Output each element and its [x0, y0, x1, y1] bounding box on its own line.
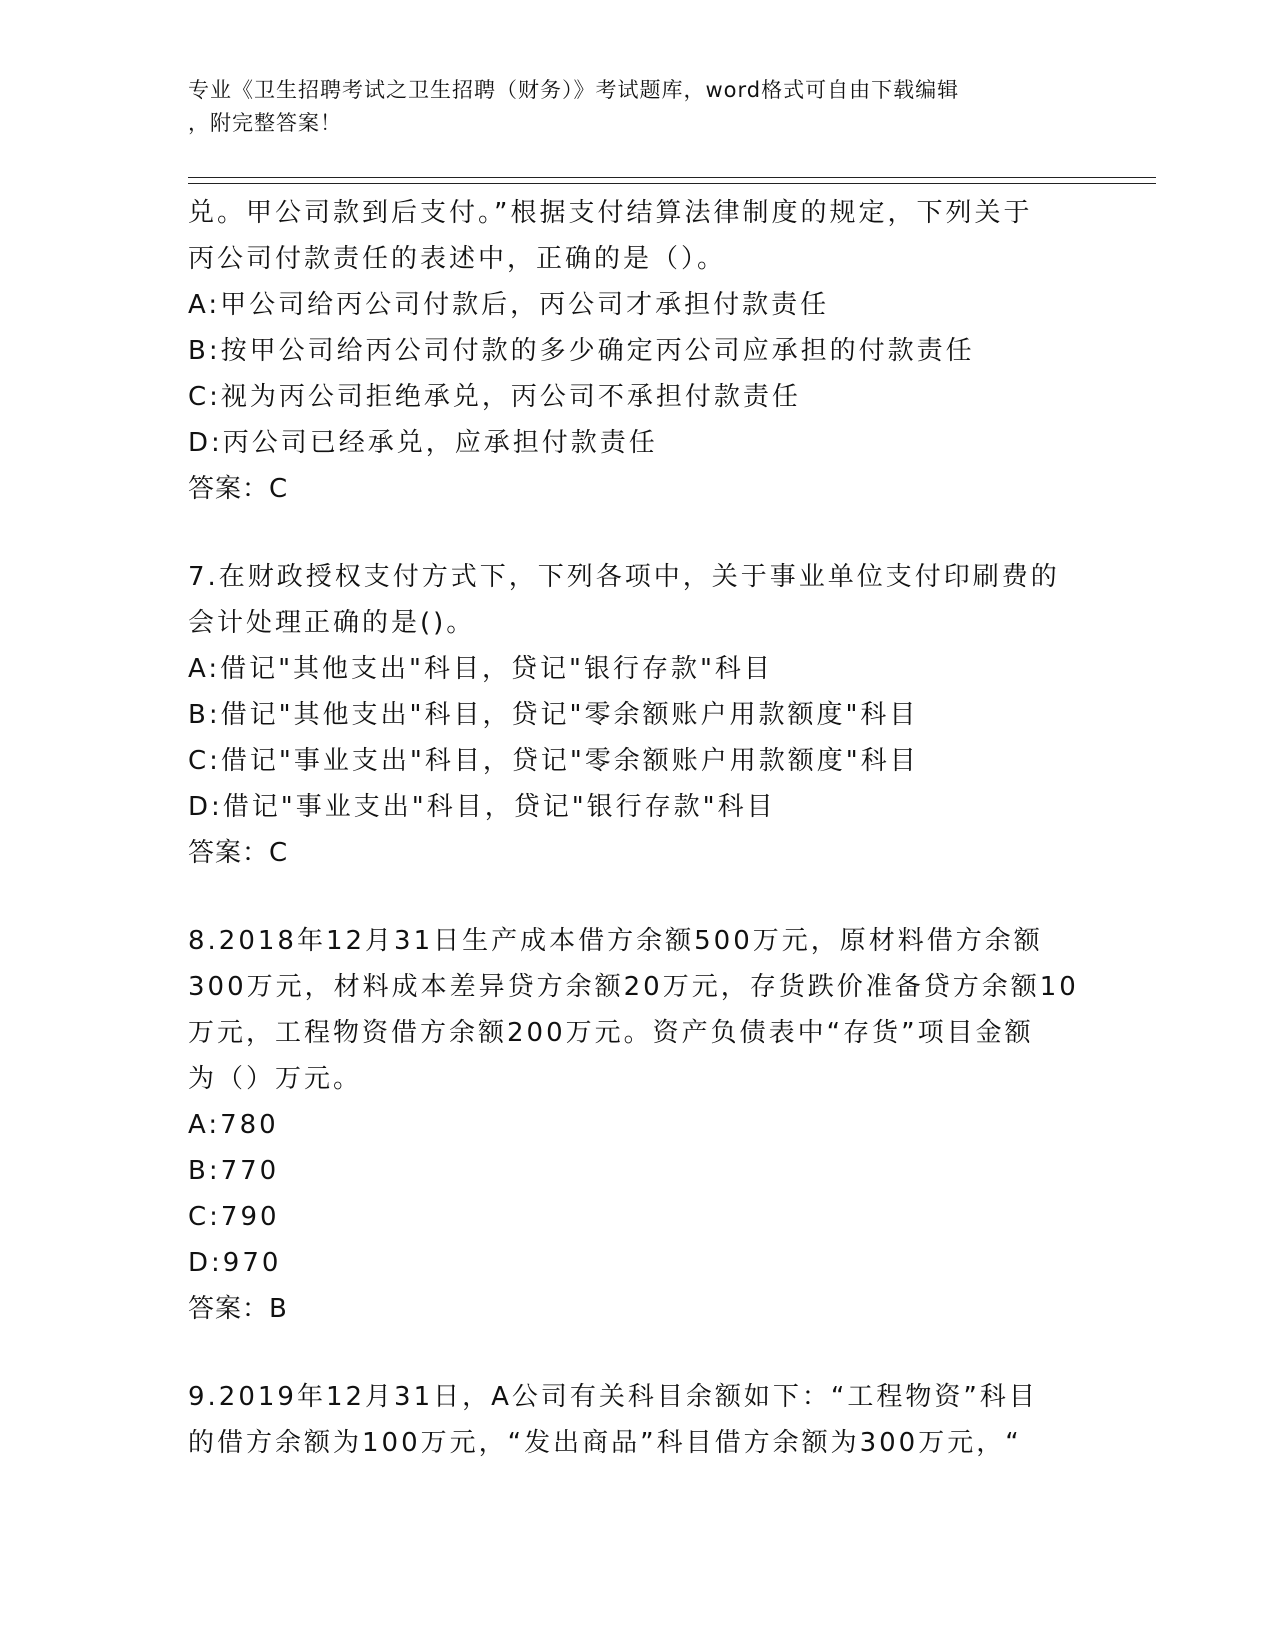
question-text-line: 会计处理正确的是()。 — [188, 608, 476, 638]
question-6 — [188, 190, 1088, 512]
question-9 — [188, 1374, 1088, 1466]
option-d: D:970 — [188, 1248, 282, 1278]
question-text-line: 7.在财政授权支付方式下，下列各项中，关于事业单位支付印刷费的 — [188, 562, 1060, 592]
option-c: C:借记"事业支出"科目，贷记"零余额账户用款额度"科目 — [188, 746, 919, 776]
question-8 — [188, 918, 1088, 1332]
header-line-2: ，附完整答案！ — [188, 111, 342, 135]
header-line-1: 专业《卫生招聘考试之卫生招聘（财务）》考试题库，word格式可自由下载编辑 — [188, 78, 960, 102]
question-text-line: 300万元，材料成本差异贷方余额20万元，存货跌价准备贷方余额10 — [188, 972, 1079, 1002]
question-text-line: 万元，工程物资借方余额200万元。资产负债表中“存货”项目金额 — [188, 1018, 1034, 1048]
option-c: C:790 — [188, 1202, 280, 1232]
question-text-line: 为（）万元。 — [188, 1064, 363, 1094]
answer-label: 答案：B — [188, 1294, 288, 1324]
option-a: A:甲公司给丙公司付款后，丙公司才承担付款责任 — [188, 290, 830, 320]
answer-label: 答案：C — [188, 838, 289, 868]
document-header — [188, 74, 1068, 140]
question-list — [188, 190, 1088, 1466]
question-text-line: 兑。甲公司款到后支付。”根据支付结算法律制度的规定，下列关于 — [188, 198, 1033, 228]
header-divider-bottom — [188, 183, 1156, 184]
question-text-line: 8.2018年12月31日生产成本借方余额500万元，原材料借方余额 — [188, 926, 1043, 956]
option-b: B:按甲公司给丙公司付款的多少确定丙公司应承担的付款责任 — [188, 336, 975, 366]
option-c: C:视为丙公司拒绝承兑，丙公司不承担付款责任 — [188, 382, 801, 412]
option-b: B:770 — [188, 1156, 280, 1186]
question-text-line: 丙公司付款责任的表述中，正确的是（）。 — [188, 244, 727, 274]
header-divider-top — [188, 177, 1156, 178]
answer-label: 答案：C — [188, 474, 289, 504]
question-7 — [188, 554, 1088, 876]
option-a: A:借记"其他支出"科目，贷记"银行存款"科目 — [188, 654, 773, 684]
option-a: A:780 — [188, 1110, 279, 1140]
option-d: D:借记"事业支出"科目，贷记"银行存款"科目 — [188, 792, 776, 822]
question-text-line: 的借方余额为100万元，“发出商品”科目借方余额为300万元，“ — [188, 1428, 1022, 1458]
option-b: B:借记"其他支出"科目，贷记"零余额账户用款额度"科目 — [188, 700, 919, 730]
question-text-line: 9.2019年12月31日，A公司有关科目余额如下：“工程物资”科目 — [188, 1382, 1038, 1412]
option-d: D:丙公司已经承兑，应承担付款责任 — [188, 428, 658, 458]
